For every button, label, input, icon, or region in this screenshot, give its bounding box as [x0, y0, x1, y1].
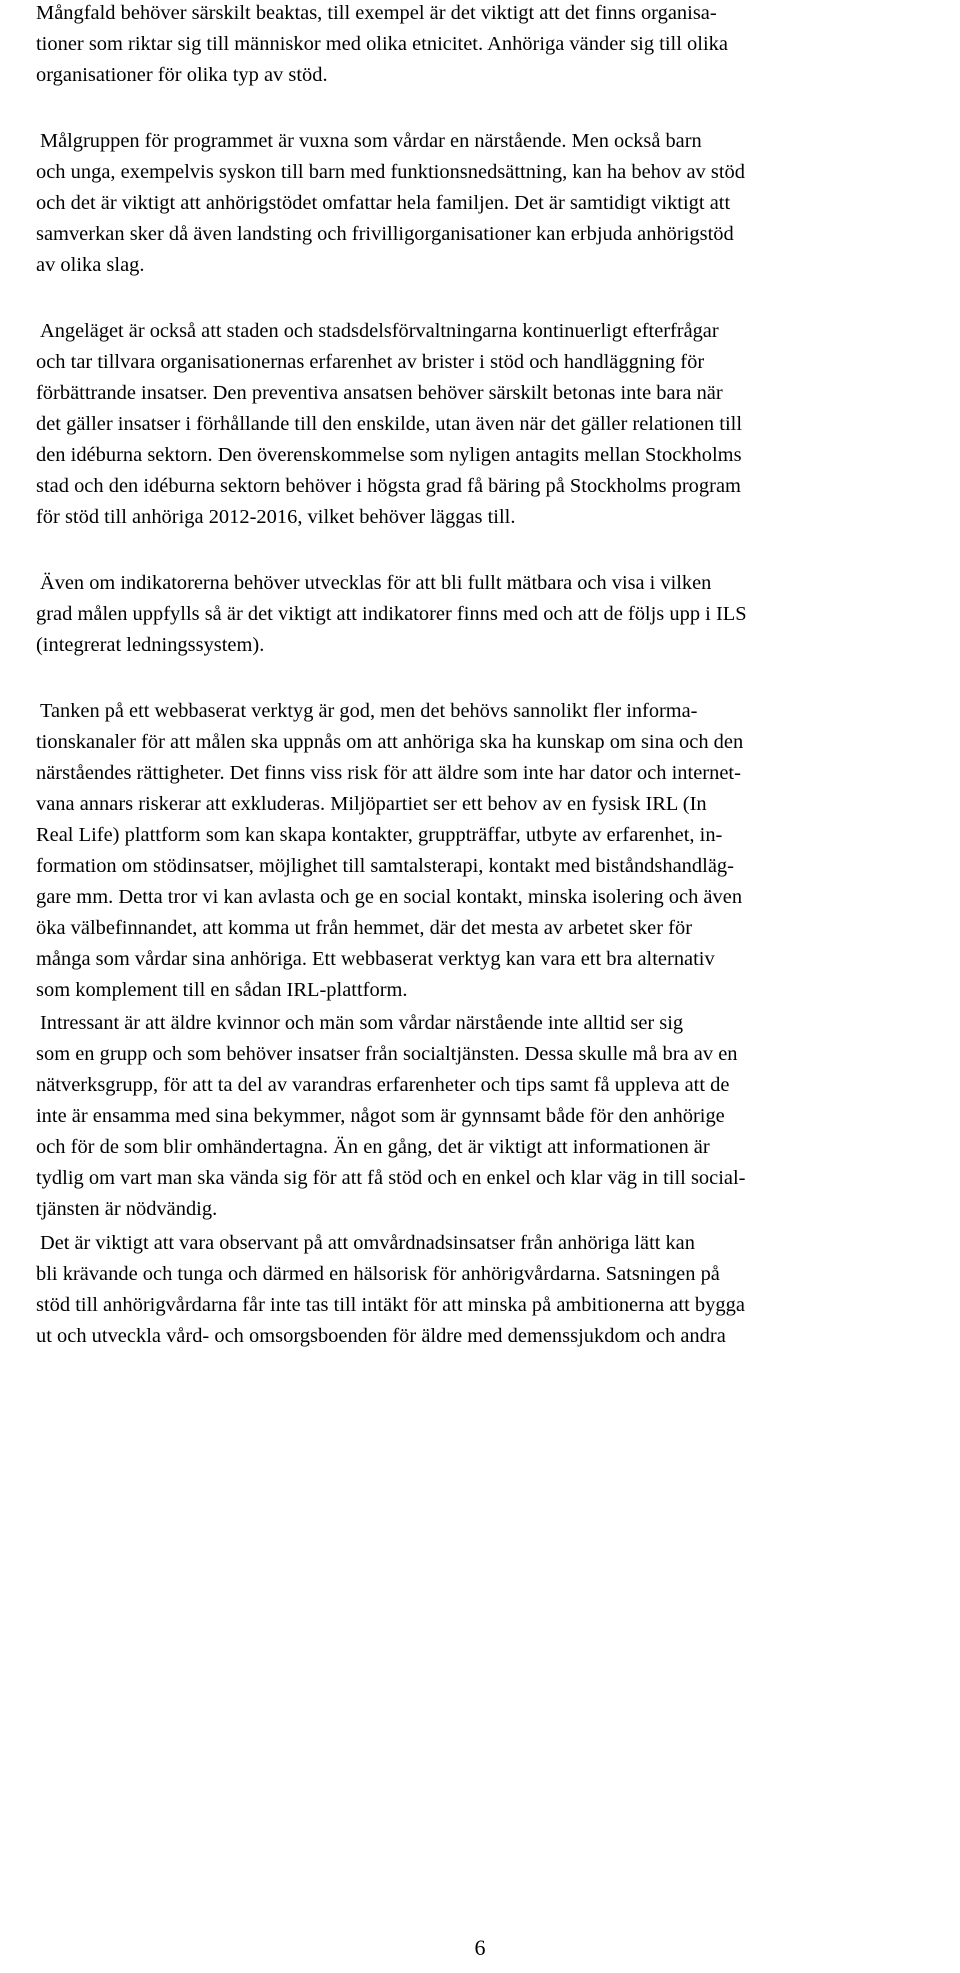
text-line: närståendes rättigheter. Det finns viss risk för att äldre som inte har dator och internet-: [36, 762, 741, 784]
text-line: nätverksgrupp, för att ta del av varandras erfarenheter och tips samt få uppleva att de: [36, 1074, 730, 1096]
text-line: för stöd till anhöriga 2012-2016, vilket behöver läggas till.: [36, 506, 516, 528]
text-line: många som vårdar sina anhöriga. Ett webbaserat verktyg kan vara ett bra alternativ: [36, 948, 715, 970]
text-line: det gäller insatser i förhållande till den enskilde, utan även när det gäller relationen till: [36, 413, 743, 435]
text-line: av olika slag.: [36, 254, 145, 276]
text-line: och unga, exempelvis syskon till barn med funktionsnedsättning, kan ha behov av stöd: [36, 161, 745, 183]
text-line: tioner som riktar sig till människor med olika etnicitet. Anhöriga vänder sig till olika: [36, 33, 728, 55]
text-line: Tanken på ett webbaserat verktyg är god, men det behövs sannolikt fler informa-: [40, 700, 698, 722]
text-line: den idéburna sektorn. Den överenskommelse som nyligen antagits mellan Stockholms: [36, 444, 742, 466]
text-line: gare mm. Detta tror vi kan avlasta och ge en social kontakt, minska isolering och även: [36, 886, 743, 908]
text-line: (integrerat ledningssystem).: [36, 634, 265, 656]
text-line: stad och den idéburna sektorn behöver i högsta grad få bäring på Stockholms program: [36, 475, 741, 497]
text-line: öka välbefinnandet, att komma ut från hemmet, där det mesta av arbetet sker för: [36, 917, 693, 939]
text-line: och tar tillvara organisationernas erfarenhet av brister i stöd och handläggning för: [36, 351, 705, 373]
text-line: förbättrande insatser. Den preventiva ansatsen behöver särskilt betonas inte bara när: [36, 382, 723, 404]
text-line: tionskanaler för att målen ska uppnås om att anhöriga ska ha kunskap om sina och den: [36, 731, 744, 753]
text-line: tjänsten är nödvändig.: [36, 1198, 218, 1220]
text-line: Mångfald behöver särskilt beaktas, till exempel är det viktigt att det finns organisa-: [36, 2, 717, 24]
text-line: Även om indikatorerna behöver utvecklas för att bli fullt mätbara och visa i vilken: [40, 572, 712, 594]
text-line: och det är viktigt att anhörigstödet omfattar hela familjen. Det är samtidigt viktigt att: [36, 192, 731, 214]
text-line: organisationer för olika typ av stöd.: [36, 64, 328, 86]
text-line: tydlig om vart man ska vända sig för att få stöd och en enkel och klar väg in till social-: [36, 1167, 746, 1189]
text-line: som en grupp och som behöver insatser från socialtjänsten. Dessa skulle må bra av en: [36, 1043, 738, 1065]
text-line: inte är ensamma med sina bekymmer, något som är gynnsamt både för den anhörige: [36, 1105, 725, 1127]
text-line: ut och utveckla vård- och omsorgsboenden för äldre med demenssjukdom och andra: [36, 1325, 726, 1347]
text-line: samverkan sker då även landsting och frivilligorganisationer kan erbjuda anhörigstöd: [36, 223, 734, 245]
text-line: Målgruppen för programmet är vuxna som vårdar en närstående. Men också barn: [40, 130, 702, 152]
text-line: som komplement till en sådan IRL-plattform.: [36, 979, 408, 1001]
text-line: bli krävande och tunga och därmed en hälsorisk för anhörigvårdarna. Satsningen på: [36, 1263, 720, 1285]
text-line: stöd till anhörigvårdarna får inte tas till intäkt för att minska på ambitionerna att bygga: [36, 1294, 745, 1316]
text-line: Intressant är att äldre kvinnor och män som vårdar närstående inte alltid ser sig: [40, 1012, 684, 1034]
text-line: Real Life) plattform som kan skapa kontakter, gruppträffar, utbyte av erfarenhet, in-: [36, 824, 723, 846]
text-line: grad målen uppfylls så är det viktigt att indikatorer finns med och att de följs upp i ILS: [36, 603, 747, 625]
text-line: formation om stödinsatser, möjlighet till samtalsterapi, kontakt med biståndshandläg-: [36, 855, 734, 877]
text-line: vana annars riskerar att exkluderas. Miljöpartiet ser ett behov av en fysisk IRL (In: [36, 793, 707, 815]
page-number: 6: [474, 1935, 486, 1960]
text-line: Det är viktigt att vara observant på att omvårdnadsinsatser från anhöriga lätt kan: [40, 1232, 695, 1254]
text-line: och för de som blir omhändertagna. Än en gång, det är viktigt att informationen är: [36, 1136, 710, 1158]
text-line: Angeläget är också att staden och stadsdelsförvaltningarna kontinuerligt efterfrågar: [40, 320, 719, 342]
